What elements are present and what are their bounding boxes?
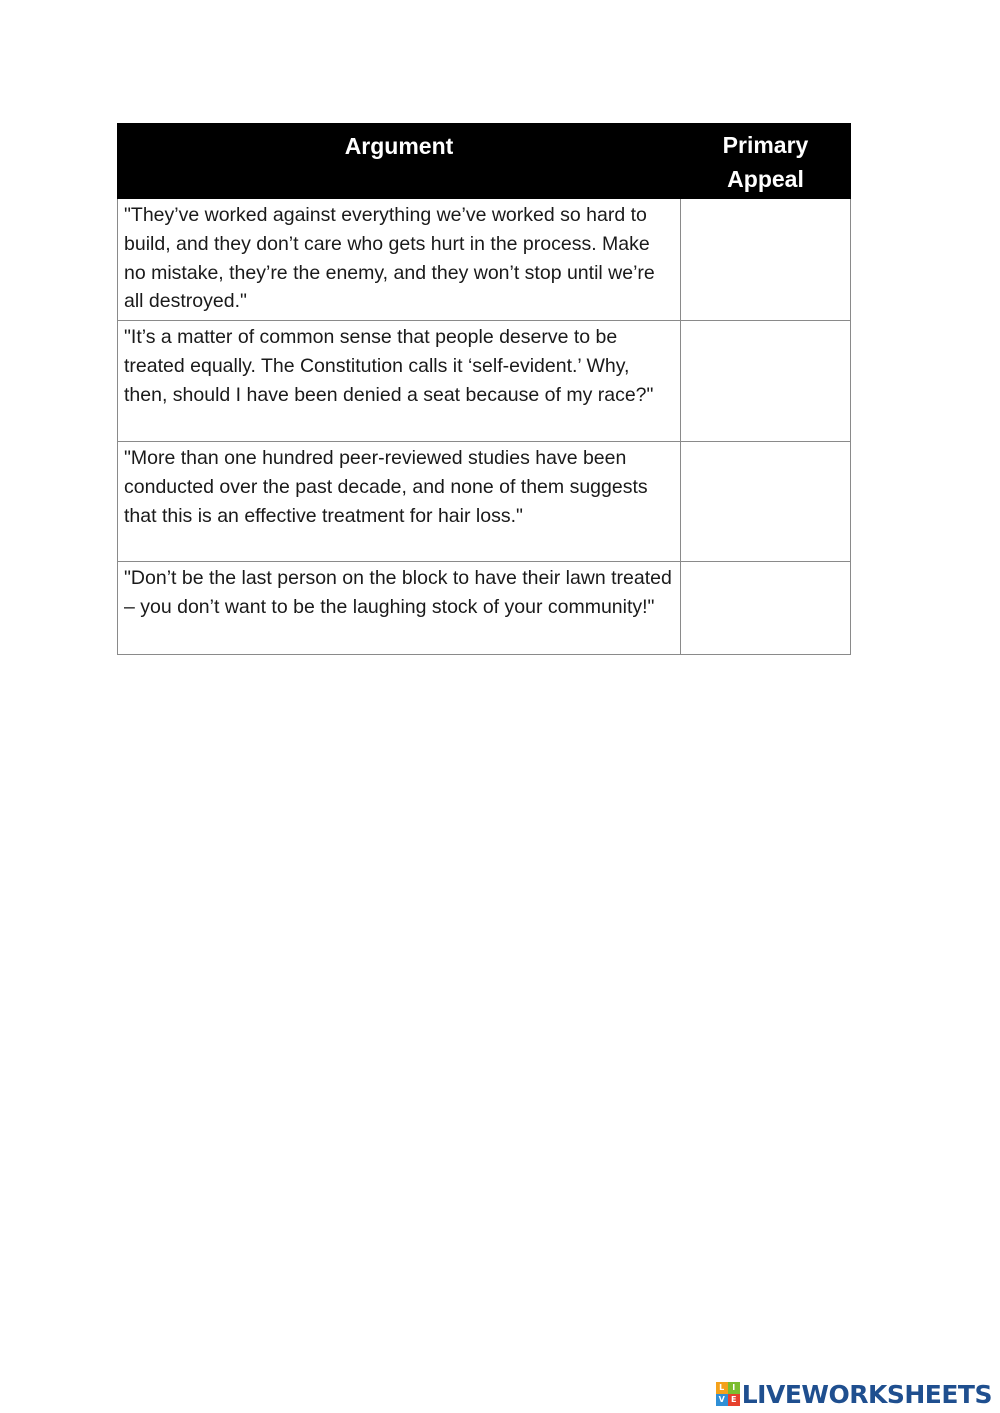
argument-cell: "It’s a matter of common sense that people deserve to be treated equally. The Constitution calls it ‘self-evident.’ Why, then, should I have been denied a seat because of my race?" xyxy=(118,321,681,442)
argument-cell: "More than one hundred peer-reviewed studies have been conducted over the past decade, and none of them suggests that this is an effective treatment for hair loss." xyxy=(118,442,681,562)
table-row xyxy=(118,442,851,562)
appeal-answer-cell[interactable] xyxy=(681,562,851,655)
table-row xyxy=(118,562,851,655)
table-header-row xyxy=(118,124,851,199)
table-row xyxy=(118,199,851,321)
appeal-answer-cell[interactable] xyxy=(681,442,851,562)
logo-letter: I xyxy=(728,1382,740,1394)
argument-column-header xyxy=(118,124,681,199)
liveworksheets-logo-icon xyxy=(716,1382,740,1406)
appeal-header-line2: Appeal xyxy=(727,166,804,192)
appeal-answer-cell[interactable] xyxy=(681,199,851,321)
primary-appeal-column-header xyxy=(681,124,851,199)
argument-header-label: Argument xyxy=(344,133,454,159)
logo-letter: L xyxy=(716,1382,728,1394)
table-row xyxy=(118,321,851,442)
arguments-table xyxy=(117,123,851,655)
brand-name: LIVEWORKSHEETS xyxy=(741,1379,992,1409)
argument-cell: "Don’t be the last person on the block to have their lawn treated – you don’t want to be the laughing stock of your community!" xyxy=(118,562,681,655)
appeal-header-line1: Primary xyxy=(722,132,809,158)
argument-cell: "They’ve worked against everything we’ve worked so hard to build, and they don’t care who gets hurt in the process. Make no mistake, they’re the enemy, and they won’t stop until we’re all destroyed." xyxy=(118,199,681,321)
liveworksheets-brand xyxy=(716,1379,992,1409)
logo-letter: E xyxy=(728,1394,740,1406)
appeal-answer-cell[interactable] xyxy=(681,321,851,442)
logo-letter: V xyxy=(716,1394,728,1406)
